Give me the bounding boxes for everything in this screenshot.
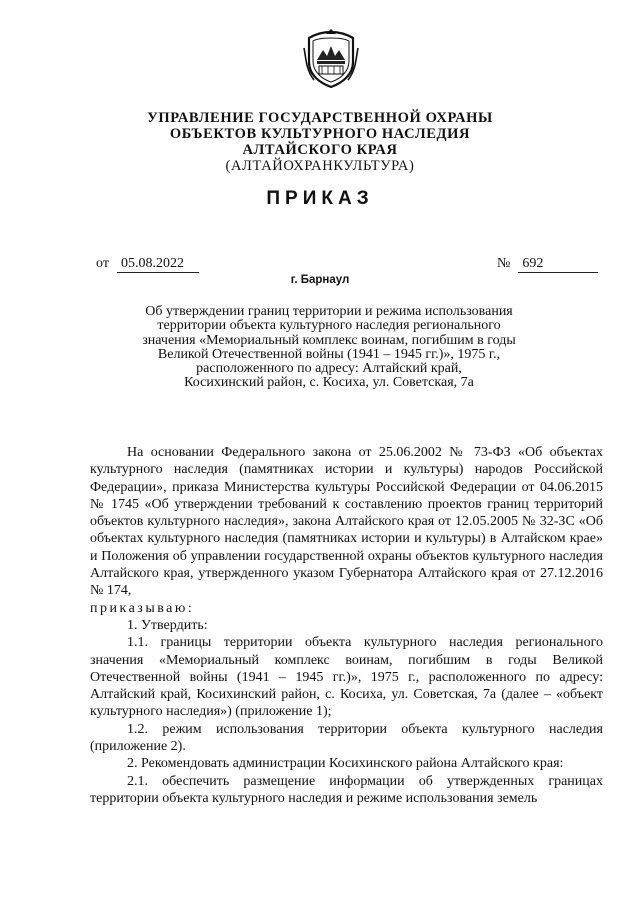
preamble-paragraph: На основании Федерального закона от 25.06.2002 № 73-ФЗ «Об объектах культурного наследия (памятниках истории и культуры) народов Российской Федерации», приказа Министерства культуры Российской Федерации от 04.06.2015 № 1745 «Об утверждении требований к составлению проектов границ территорий объектов культурного наследия», закона Алтайского края от 12.05.2005 № 32-ЗС «Об объектах культурного наследия (памятниках истории и культуры) в Алтайском крае» и Положения об управлении государственной охраны объектов культурного наследия Алтайского края, утвержденного указом Губернатора Алтайского края от 27.12.2016 № 174,	[90, 445, 603, 599]
date-prefix: от	[96, 256, 109, 271]
list-item: 2.1. обеспечить размещение информации об утвержденных границах территории объекта культурного наследия и режиме использования земель	[90, 773, 603, 806]
org-line: АЛТАЙСКОГО КРАЯ	[242, 142, 398, 158]
org-line: ОБЪЕКТОВ КУЛЬТУРНОГО НАСЛЕДИЯ	[169, 126, 471, 142]
subject-line: расположенного по адресу: Алтайский край,	[196, 361, 462, 377]
date-value: 05.08.2022	[117, 256, 199, 273]
subject-line: территории объекта культурного наследия регионального	[157, 318, 501, 334]
org-short-name: (АЛТАЙОХРАНКУЛЬТУРА)	[225, 158, 415, 174]
list-item: 1.2. режим использования территории объекта культурного наследия (приложение 2).	[90, 721, 603, 755]
coat-of-arms-icon	[302, 28, 360, 90]
document-type-title: ПРИКАЗ	[266, 188, 374, 209]
number-value: 692	[518, 256, 598, 273]
org-line: УПРАВЛЕНИЕ ГОСУДАРСТВЕННОЙ ОХРАНЫ	[147, 110, 493, 126]
order-body	[90, 444, 603, 807]
order-subject	[130, 305, 528, 391]
order-date	[96, 256, 199, 273]
order-number	[497, 256, 598, 273]
list-item: 2. Рекомендовать администрации Косихинского района Алтайского края:	[127, 756, 564, 772]
subject-line: Великой Отечественной войны (1941 – 1945 гг.)», 1975 г.,	[157, 346, 501, 362]
list-item: 1.1. границы территории объекта культурного наследия регионального значения «Мемориальный комплекс воинам, погибшим в годы Великой Отечественной войны (1941 – 1945 гг.)», 1975 г., расположенного по адресу: Алтайский край, Косихинский район, с. Косиха, ул. Советская, 7а (далее – «объект культурного наследия») (приложение 1);	[90, 635, 603, 720]
list-item: 1. Утвердить:	[127, 617, 208, 633]
city: г. Барнаул	[290, 274, 350, 286]
subject-line: значения «Мемориальный комплекс воинам, погибшим в годы	[142, 332, 516, 348]
order-word: приказываю:	[90, 600, 195, 616]
subject-line: Об утверждении границ территории и режима использования	[145, 304, 513, 319]
number-prefix: №	[497, 256, 511, 271]
subject-line: Косихинский район, с. Косиха, ул. Советская, 7а	[184, 375, 474, 391]
organization-header	[0, 110, 640, 174]
